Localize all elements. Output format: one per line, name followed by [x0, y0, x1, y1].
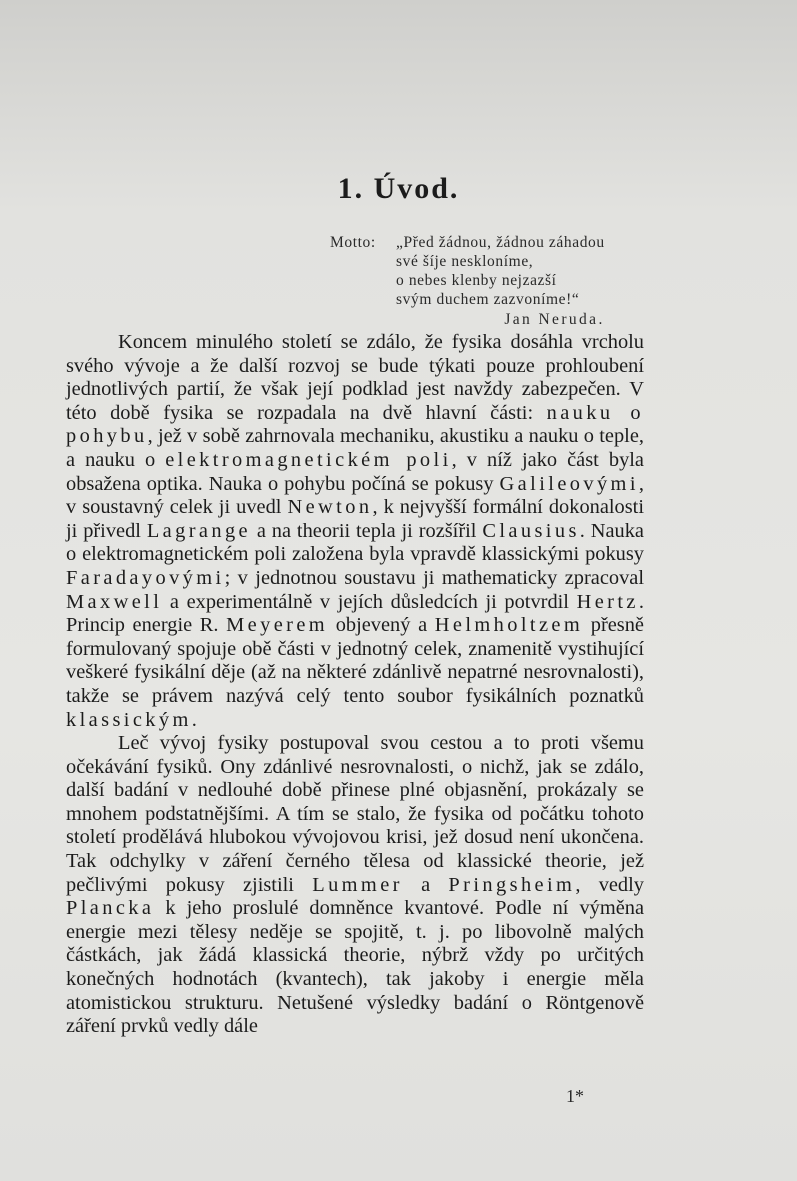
emphasis-run: Newton [287, 496, 373, 519]
emphasis-run: Meyerem [226, 614, 329, 637]
emphasis-run: Lummer [312, 873, 403, 896]
chapter-heading: 1. Úvod. [337, 172, 460, 205]
text-run: Leč vývoj fysiky postupoval svou cestou a to proti všemu očekávání fysiků. Ony zdánlivé nesrovnalosti, o nichž, jak se zdálo, další badání v nedlouhé době přinese plné objasnění, prokázaly se mnohem podstatnějšími. A tím se stalo, že fysika od počátku tohoto století prodělává hlubokou vývojovou krisi, jež dosud není ukončena. Tak odchylky v záření černého tělesa od klassické theorie, jež pečlivými pokusy zjistili [66, 732, 644, 896]
text-run: , v níž jako část byla obsažena optika. Nauka o pohybu počíná se pokusy [66, 448, 644, 495]
emphasis-run: Galileovými [499, 472, 639, 495]
text-run: . [191, 708, 197, 731]
text-run: , vedly [575, 873, 644, 896]
emphasis-run: nauku o pohybu [66, 401, 644, 448]
motto-author: Jan Neruda. [504, 311, 605, 328]
emphasis-run: Pringsheim [448, 873, 576, 896]
motto-line-3: o nebes klenby nejzazší [396, 272, 557, 289]
text-run: , v soustavný celek ji uvedl [66, 472, 644, 519]
text-run: Koncem minulého století se zdálo, že fysika dosáhla vrcholu svého vývoje a že další rozvoj se bude týkati pouze prohloubení jednotlivých partií, že však její podklad jest navždy zabezpečen. V této době fysika se rozpadala na dvě hlavní části: [66, 331, 644, 424]
text-run: a na theorii tepla ji rozšířil [251, 519, 483, 542]
text-run: k jeho proslulé domněnce kvantové. Podle ní výměna energie mezi tělesy neděje se spojitě, t. j. po libovolně malých částkách, jak žádá klassická theorie, nýbrž vždy po určitých konečných hodnotách (kvantech), tak jakoby i energie měla atomistickou strukturu. Netušené výsledky badání o Röntgenově záření prvků vedly dále [66, 897, 644, 1038]
emphasis-run: Hertz [576, 590, 639, 613]
text-run: a experimentálně v jejích důsledcích ji potvrdil [162, 590, 577, 613]
emphasis-run: Helmholtzem [434, 614, 584, 637]
emphasis-run: Plancka [66, 897, 155, 920]
emphasis-run: Faradayovými [66, 566, 225, 589]
paragraph-1 [66, 331, 644, 732]
text-run: , jež v sobě zahrnovala mechaniku, akustiku a nauku o teple, a nauku o [66, 425, 644, 471]
body-text [66, 331, 644, 1039]
text-run: . Princip energie R. [66, 590, 644, 637]
text-run: , k nejvyšší formální dokonalosti ji přivedl [66, 496, 645, 542]
emphasis-run: Maxwell [66, 590, 163, 613]
motto-line-4: svým duchem zazvoníme!“ [396, 291, 580, 308]
motto-line-1: „Před žádnou, žádnou záhadou [396, 234, 605, 251]
text-run: objevený a [328, 614, 435, 637]
signature-mark: 1* [566, 1086, 584, 1106]
text-run: přesně formulovaný spojuje obě části v jednotný celek, znamenitě vystihující veškeré fysikální děje (až na některé zdánlivě nepatrné nesrovnalosti), takže se právem nazývá celý tento soubor fysikálních poznatků [66, 614, 644, 707]
emphasis-run: Lagrange [146, 519, 252, 542]
emphasis-run: klassickým [66, 708, 192, 731]
motto-line-2: své šíje neskloníme, [396, 253, 534, 270]
emphasis-run: Clausius [482, 519, 580, 542]
emphasis-run: elektromagnetickém poli [165, 448, 452, 471]
motto-block [330, 233, 605, 329]
text-run: . Nauka o elektromagnetickém poli založena byla vpravdě klassickými pokusy [66, 519, 644, 566]
text-run: ; v jednotnou soustavu ji mathematicky zpracoval [224, 566, 644, 589]
motto-label: Motto: [330, 234, 376, 251]
paragraph-2 [66, 732, 644, 1039]
text-run: a [402, 873, 449, 896]
